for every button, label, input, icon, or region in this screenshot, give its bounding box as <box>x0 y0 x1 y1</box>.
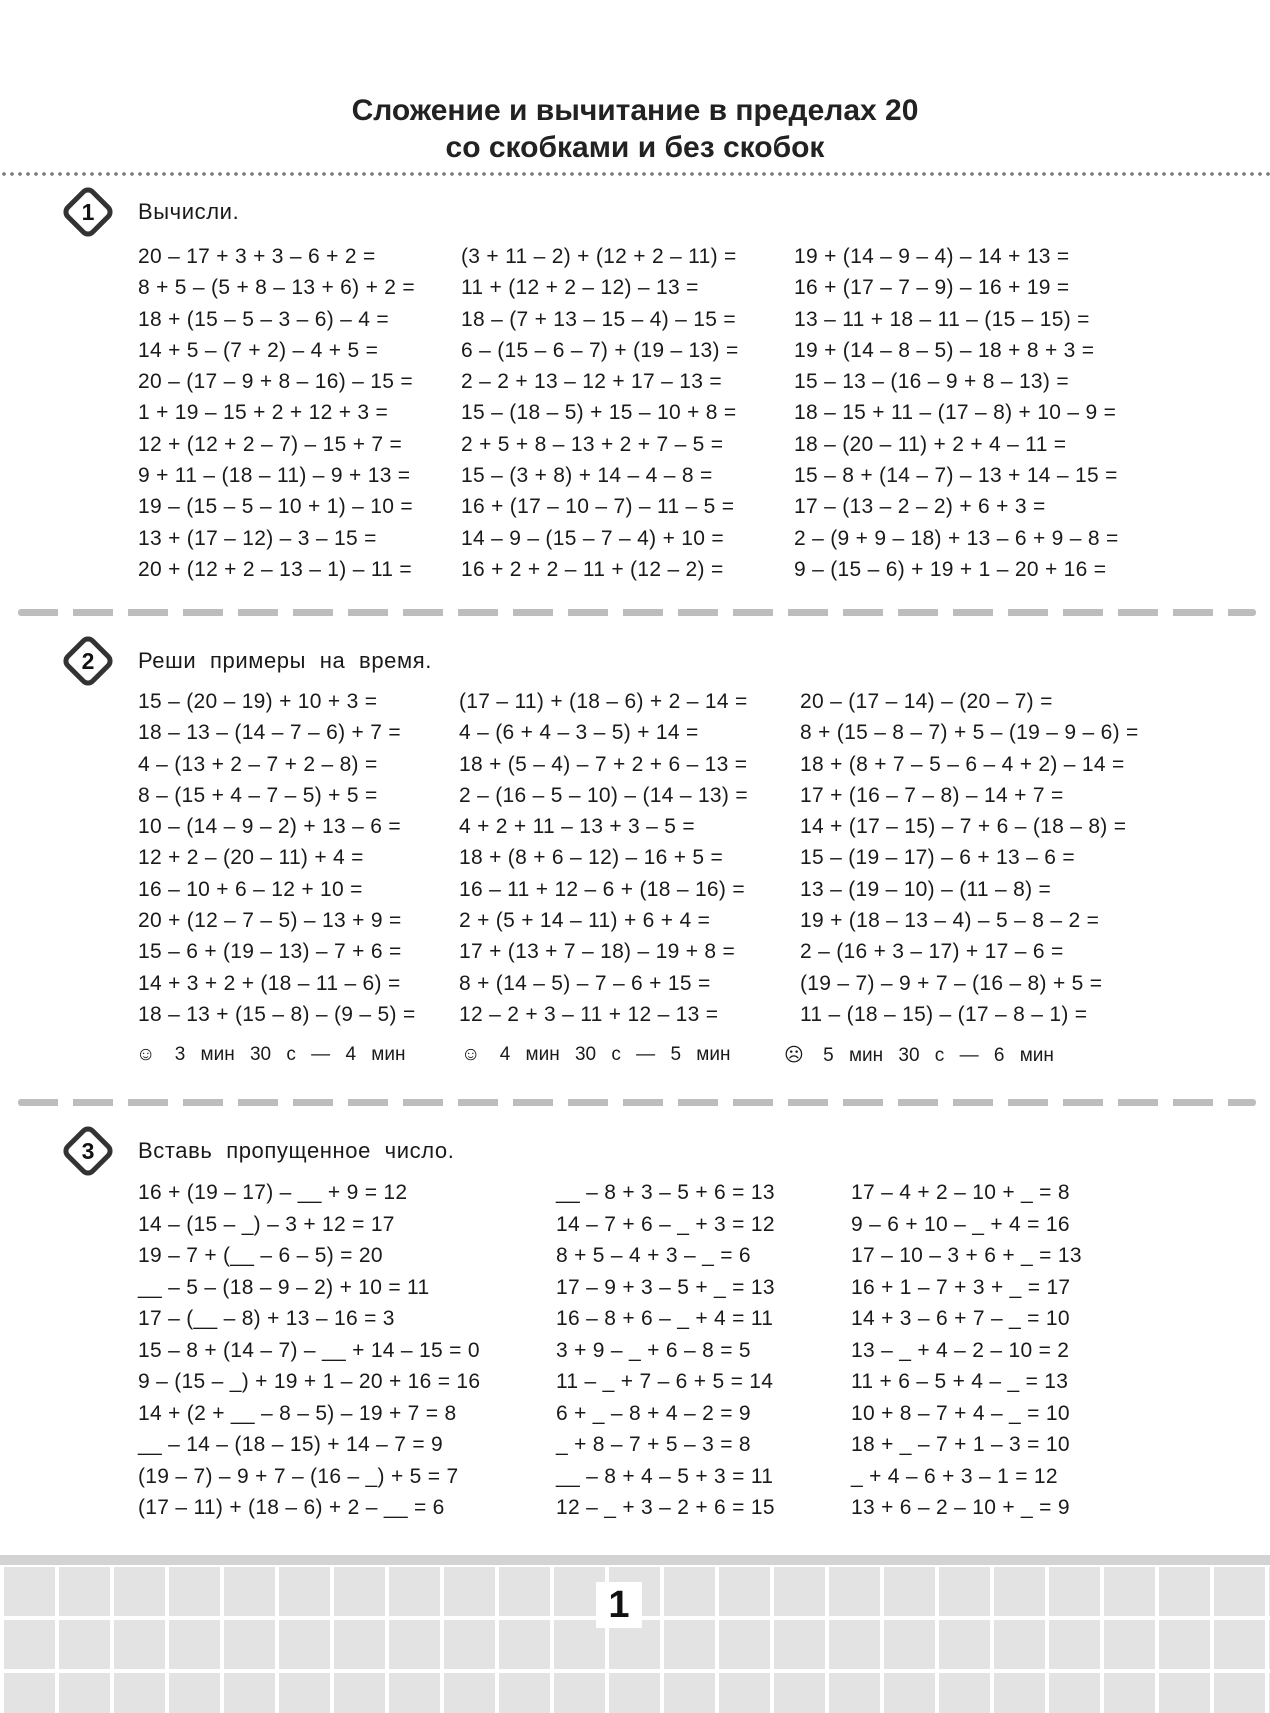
math-expression: __ – 5 – (18 – 9 – 2) + 10 = 11 <box>138 1275 430 1299</box>
task3-column-3 <box>851 1177 1082 1524</box>
math-expression: 20 – (17 – 9 + 8 – 16) – 15 = <box>138 370 413 394</box>
math-expression: __ – 14 – (18 – 15) + 14 – 7 = 9 <box>138 1433 443 1456</box>
math-expression: 8 + 5 – (5 + 8 – 13 + 6) + 2 = <box>138 276 415 300</box>
math-expression: 12 + (12 + 2 – 7) – 15 + 7 = <box>138 432 403 456</box>
math-expression: 16 – 10 + 6 – 12 + 10 = <box>138 877 363 901</box>
math-expression: 14 – (15 – _) – 3 + 12 = 17 <box>138 1212 395 1236</box>
math-expression: 15 – 8 + (14 – 7) – __ + 14 – 15 = 0 <box>138 1338 480 1362</box>
math-expression: 19 + (18 – 13 – 4) – 5 – 8 – 2 = <box>800 909 1100 933</box>
math-expression: 17 – (__ – 8) + 13 – 16 = 3 <box>138 1307 395 1330</box>
math-expression: 18 – 15 + 11 – (17 – 8) + 10 – 9 = <box>794 401 1117 425</box>
math-expression: 4 – (6 + 4 – 3 – 5) + 14 = <box>459 721 699 745</box>
math-expression: 15 – (18 – 5) + 15 – 10 + 8 = <box>461 401 737 425</box>
task3-column-2 <box>556 1177 775 1524</box>
math-expression: 20 + (12 + 2 – 13 – 1) – 11 = <box>138 557 412 581</box>
math-expression: 2 – (16 + 3 – 17) + 17 – 6 = <box>800 940 1064 964</box>
math-expression: 9 – (15 – 6) + 19 + 1 – 20 + 16 = <box>794 557 1107 581</box>
math-expression: 15 – (20 – 19) + 10 + 3 = <box>138 690 378 713</box>
math-expression: 11 + 6 – 5 + 4 – _ = 13 <box>851 1370 1069 1393</box>
math-expression: 20 + (12 – 7 – 5) – 13 + 9 = <box>138 909 402 933</box>
math-expression: 16 + (19 – 17) – __ + 9 = 12 <box>138 1181 408 1204</box>
math-expression: 8 + (14 – 5) – 7 – 6 + 15 = <box>459 971 711 995</box>
math-expression: 2 + 5 + 8 – 13 + 2 + 7 – 5 = <box>461 432 724 456</box>
math-expression: 8 + (15 – 8 – 7) + 5 – (19 – 9 – 6) = <box>800 721 1139 745</box>
task3-instruction: Вставь пропущенное число. <box>138 1138 455 1163</box>
math-expression: 14 – 9 – (15 – 7 – 4) + 10 = <box>461 526 724 550</box>
math-expression: 18 + (8 + 7 – 5 – 6 – 4 + 2) – 14 = <box>800 752 1125 776</box>
task2-column-2 <box>459 686 748 1030</box>
math-expression: 17 + (16 – 7 – 8) – 14 + 7 = <box>800 783 1064 807</box>
math-expression: 11 – (18 – 15) – (17 – 8 – 1) = <box>800 1002 1088 1026</box>
math-expression: 12 – 2 + 3 – 11 + 12 – 13 = <box>459 1002 719 1026</box>
math-expression: 13 + (17 – 12) – 3 – 15 = <box>138 526 377 550</box>
math-expression: 15 – (19 – 17) – 6 + 13 – 6 = <box>800 846 1075 870</box>
dotted-divider <box>0 172 1270 176</box>
math-expression: 18 – (20 – 11) + 2 + 4 – 11 = <box>794 432 1067 456</box>
math-expression: 13 – (19 – 10) – (11 – 8) = <box>800 877 1052 901</box>
math-expression: 4 + 2 + 11 – 13 + 3 – 5 = <box>459 815 695 839</box>
math-expression: 14 + 3 – 6 + 7 – _ = 10 <box>851 1307 1070 1330</box>
math-expression: 14 + 3 + 2 + (18 – 11 – 6) = <box>138 971 401 995</box>
math-expression: 17 + (13 + 7 – 18) – 19 + 8 = <box>459 940 736 964</box>
math-expression: 2 – 2 + 13 – 12 + 17 – 13 = <box>461 370 722 394</box>
math-expression: 15 – 8 + (14 – 7) – 13 + 14 – 15 = <box>794 464 1118 488</box>
math-expression: 19 – (15 – 5 – 10 + 1) – 10 = <box>138 495 413 519</box>
math-expression: 2 + (5 + 14 – 11) + 6 + 4 = <box>459 909 711 933</box>
task2-column-1 <box>138 686 416 1030</box>
math-expression: 8 – (15 + 4 – 7 – 5) + 5 = <box>138 783 378 807</box>
math-expression: 18 – 13 + (15 – 8) – (9 – 5) = <box>138 1002 416 1026</box>
task-number-badge-2: 2 <box>60 633 116 689</box>
math-expression: (17 – 11) + (18 – 6) + 2 – 14 = <box>459 690 748 713</box>
math-expression: __ – 8 + 3 – 5 + 6 = 13 <box>556 1181 775 1204</box>
math-expression: (19 – 7) – 9 + 7 – (16 – _) + 5 = 7 <box>138 1464 459 1488</box>
math-expression: 18 + _ – 7 + 1 – 3 = 10 <box>851 1433 1070 1456</box>
math-expression: 14 + (17 – 15) – 7 + 6 – (18 – 8) = <box>800 815 1127 839</box>
math-expression: 6 – (15 – 6 – 7) + (19 – 13) = <box>461 338 739 362</box>
math-expression: 17 – 9 + 3 – 5 + _ = 13 <box>556 1275 775 1299</box>
math-expression: 18 + (5 – 4) – 7 + 2 + 6 – 13 = <box>459 752 748 776</box>
math-expression: 15 – 13 – (16 – 9 + 8 – 13) = <box>794 370 1069 394</box>
task3-column-1 <box>138 1177 480 1524</box>
math-expression: 16 – 11 + 12 – 6 + (18 – 16) = <box>459 877 745 901</box>
math-expression: 18 – (7 + 13 – 15 – 4) – 15 = <box>461 307 736 331</box>
math-expression: 19 + (14 – 9 – 4) – 14 + 13 = <box>794 245 1070 268</box>
math-expression: 14 + 5 – (7 + 2) – 4 + 5 = <box>138 338 379 362</box>
task2-instruction: Реши примеры на время. <box>138 648 432 673</box>
title-line-2: со скобками и без скобок <box>445 131 825 164</box>
math-expression: 11 + (12 + 2 – 12) – 13 = <box>461 276 699 300</box>
math-expression: __ – 8 + 4 – 5 + 3 = 11 <box>556 1464 774 1488</box>
math-expression: 14 – 7 + 6 – _ + 3 = 12 <box>556 1212 775 1236</box>
math-expression: 18 + (15 – 5 – 3 – 6) – 4 = <box>138 307 389 331</box>
page-number: 1 <box>596 1582 642 1628</box>
math-expression: (19 – 7) – 9 + 7 – (16 – 8) + 5 = <box>800 971 1103 995</box>
math-expression: 11 – _ + 7 – 6 + 5 = 14 <box>556 1370 774 1393</box>
math-expression: (3 + 11 – 2) + (12 + 2 – 11) = <box>461 245 737 268</box>
math-expression: 16 + (17 – 10 – 7) – 11 – 5 = <box>461 495 735 519</box>
task-number-badge-1: 1 <box>60 184 116 240</box>
math-expression: 18 – 13 – (14 – 7 – 6) + 7 = <box>138 721 401 745</box>
footer-grid <box>0 1555 1270 1713</box>
math-expression: 9 – (15 – _) + 19 + 1 – 20 + 16 = 16 <box>138 1370 481 1393</box>
math-expression: 15 – (3 + 8) + 14 – 4 – 8 = <box>461 464 713 488</box>
math-expression: (17 – 11) + (18 – 6) + 2 – __ = 6 <box>138 1496 445 1519</box>
time-target-slow: ☹ 5 мин 30 с — 6 мин <box>784 1045 1054 1066</box>
math-expression: 1 + 19 – 15 + 2 + 12 + 3 = <box>138 401 389 425</box>
math-expression: 10 + 8 – 7 + 4 – _ = 10 <box>851 1401 1070 1425</box>
math-expression: 20 – (17 – 14) – (20 – 7) = <box>800 690 1053 713</box>
time-target-best: ☺ 3 мин 30 с — 4 мин <box>136 1044 406 1065</box>
math-expression: 9 + 11 – (18 – 11) – 9 + 13 = <box>138 464 411 488</box>
task1-column-3 <box>794 241 1119 585</box>
math-expression: 14 + (2 + __ – 8 – 5) – 19 + 7 = 8 <box>138 1401 457 1425</box>
neutral-face-icon: ☺ <box>461 1044 481 1065</box>
math-expression: 17 – 4 + 2 – 10 + _ = 8 <box>851 1181 1070 1204</box>
math-expression: 18 + (8 + 6 – 12) – 16 + 5 = <box>459 846 724 870</box>
math-expression: 6 + _ – 8 + 4 – 2 = 9 <box>556 1401 751 1425</box>
math-expression: 2 – (9 + 9 – 18) + 13 – 6 + 9 – 8 = <box>794 526 1119 550</box>
math-expression: 13 + 6 – 2 – 10 + _ = 9 <box>851 1496 1070 1519</box>
dashed-divider-2 <box>18 1099 1256 1106</box>
math-expression: _ + 4 – 6 + 3 – 1 = 12 <box>851 1464 1058 1488</box>
task1-column-1 <box>138 241 415 585</box>
math-expression: 12 + 2 – (20 – 11) + 4 = <box>138 846 364 870</box>
title-line-1: Сложение и вычитание в пределах 20 <box>351 94 919 127</box>
math-expression: 16 – 8 + 6 – _ + 4 = 11 <box>556 1307 774 1330</box>
math-expression: 12 – _ + 3 – 2 + 6 = 15 <box>556 1496 775 1519</box>
math-expression: 13 – _ + 4 – 2 – 10 = 2 <box>851 1338 1070 1362</box>
task1-instruction: Вычисли. <box>138 199 240 224</box>
math-expression: 3 + 9 – _ + 6 – 8 = 5 <box>556 1338 751 1362</box>
math-expression: 2 – (16 – 5 – 10) – (14 – 13) = <box>459 783 748 807</box>
math-expression: 20 – 17 + 3 + 3 – 6 + 2 = <box>138 245 376 268</box>
math-expression: _ + 8 – 7 + 5 – 3 = 8 <box>556 1433 751 1456</box>
task2-column-3 <box>800 686 1139 1030</box>
task1-column-2 <box>461 241 739 585</box>
sad-face-icon: ☹ <box>784 1045 804 1066</box>
footer-band <box>0 1555 1270 1565</box>
dashed-divider-1 <box>18 609 1256 616</box>
time-target-good: ☺ 4 мин 30 с — 5 мин <box>461 1044 731 1065</box>
smiling-face-icon: ☺ <box>136 1044 156 1065</box>
math-expression: 8 + 5 – 4 + 3 – _ = 6 <box>556 1244 751 1267</box>
math-expression: 17 – (13 – 2 – 2) + 6 + 3 = <box>794 495 1046 519</box>
math-expression: 4 – (13 + 2 – 7 + 2 – 8) = <box>138 752 378 776</box>
math-expression: 13 – 11 + 18 – 11 – (15 – 15) = <box>794 307 1090 331</box>
math-expression: 19 – 7 + (__ – 6 – 5) = 20 <box>138 1244 383 1267</box>
math-expression: 9 – 6 + 10 – _ + 4 = 16 <box>851 1212 1070 1236</box>
math-expression: 15 – 6 + (19 – 13) – 7 + 6 = <box>138 940 402 964</box>
math-expression: 16 + 1 – 7 + 3 + _ = 17 <box>851 1275 1071 1299</box>
math-expression: 16 + (17 – 7 – 9) – 16 + 19 = <box>794 276 1070 300</box>
math-expression: 10 – (14 – 9 – 2) + 13 – 6 = <box>138 815 401 839</box>
page-title <box>0 92 1270 166</box>
task-number-badge-3: 3 <box>60 1123 116 1179</box>
math-expression: 16 + 2 + 2 – 11 + (12 – 2) = <box>461 557 724 581</box>
math-expression: 19 + (14 – 8 – 5) – 18 + 8 + 3 = <box>794 338 1095 362</box>
math-expression: 17 – 10 – 3 + 6 + _ = 13 <box>851 1244 1082 1267</box>
